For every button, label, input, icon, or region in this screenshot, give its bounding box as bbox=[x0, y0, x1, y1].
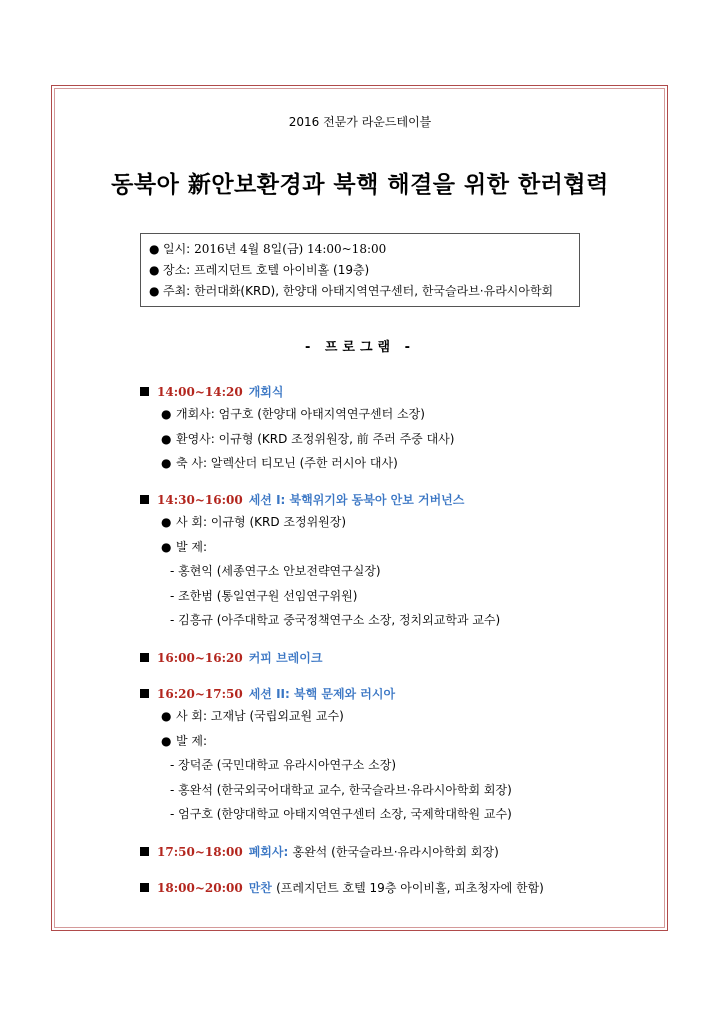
session-time: 14:30~16:00 bbox=[157, 493, 243, 507]
session-name: 세션 I: 북핵위기와 동북아 안보 거버넌스 bbox=[248, 493, 465, 507]
info-label: 일시: bbox=[163, 242, 191, 256]
square-bullet-icon bbox=[140, 883, 149, 892]
square-bullet-icon bbox=[140, 689, 149, 698]
session-header bbox=[140, 684, 512, 704]
presenter-item: - 김흥규 (아주대학교 중국정책연구소 소장, 정치외교학과 교수) bbox=[170, 613, 501, 627]
info-date bbox=[149, 239, 579, 260]
session-closing bbox=[140, 842, 499, 862]
session-name: 세션 II: 북핵 문제와 러시아 bbox=[248, 687, 396, 701]
program-heading: - 프로그램 - bbox=[304, 340, 416, 355]
item-text: 사 회: 고재남 (국립외교원 교수) bbox=[176, 709, 344, 723]
presenter-item: - 홍완석 (한국외국어대학교 교수, 한국슬라브·유라시아학회 회장) bbox=[170, 782, 512, 797]
list-item bbox=[140, 402, 454, 427]
presenter-item: - 엄구호 (한양대학교 아태지역연구센터 소장, 국제학대학원 교수) bbox=[170, 807, 512, 821]
bullet-icon: ● bbox=[161, 431, 172, 446]
bullet-icon: ● bbox=[161, 733, 172, 748]
session-header bbox=[140, 878, 544, 898]
info-venue bbox=[149, 260, 579, 281]
square-bullet-icon bbox=[140, 495, 149, 504]
square-bullet-icon bbox=[140, 847, 149, 856]
square-bullet-icon bbox=[140, 387, 149, 396]
item-text: 발 제: bbox=[176, 733, 208, 748]
list-item bbox=[140, 535, 500, 560]
session-name: 커피 브레이크 bbox=[248, 651, 323, 665]
bullet-icon: ● bbox=[161, 456, 172, 470]
list-item bbox=[140, 729, 512, 754]
item-text: 개회사: 엄구호 (한양대 아태지역연구센터 소장) bbox=[176, 407, 425, 421]
info-value: 2016년 4월 8일(금) 14:00~18:00 bbox=[194, 242, 387, 256]
presenter-item: - 조한범 (통일연구원 선임연구위원) bbox=[170, 588, 358, 603]
bullet-icon: ● bbox=[161, 515, 172, 529]
bullet-icon: ● bbox=[161, 407, 172, 421]
session-name: 만찬 bbox=[248, 881, 272, 895]
info-value: 프레지던트 호텔 아이비홀 (19층) bbox=[194, 263, 370, 277]
info-label: 주최: bbox=[163, 284, 191, 298]
bullet-icon: ● bbox=[161, 539, 172, 554]
session-2 bbox=[140, 684, 512, 827]
session-name: 개회식 bbox=[248, 385, 284, 399]
session-header bbox=[140, 490, 500, 510]
session-1 bbox=[140, 490, 500, 633]
item-text: 사 회: 이규형 (KRD 조정위원장) bbox=[176, 515, 347, 529]
session-name: 폐회사: bbox=[248, 845, 289, 859]
session-time: 18:00~20:00 bbox=[157, 881, 243, 895]
bullet-icon: ● bbox=[149, 284, 160, 298]
session-header bbox=[140, 382, 454, 402]
session-header bbox=[140, 842, 499, 862]
bullet-icon: ● bbox=[161, 709, 172, 723]
event-title: 동북아 新안보환경과 북핵 해결을 위한 한러협력 bbox=[111, 172, 609, 198]
info-label: 장소: bbox=[163, 263, 191, 277]
bullet-icon: ● bbox=[149, 242, 160, 256]
session-time: 16:00~16:20 bbox=[157, 651, 243, 665]
presenter-item: - 홍현익 (세종연구소 안보전략연구실장) bbox=[170, 564, 381, 578]
presenter-item: - 장덕준 (국민대학교 유라시아연구소 소장) bbox=[170, 758, 397, 772]
list-item bbox=[140, 704, 512, 729]
list-item bbox=[140, 451, 454, 476]
session-dinner bbox=[140, 878, 544, 898]
item-text: 축 사: 알렉산더 티모닌 (주한 러시아 대사) bbox=[176, 456, 398, 470]
session-description: 홍완석 (한국슬라브·유라시아학회 회장) bbox=[292, 845, 499, 859]
session-time: 14:00~14:20 bbox=[157, 385, 243, 399]
list-item bbox=[140, 427, 454, 452]
list-item bbox=[140, 510, 500, 535]
info-value: 한러대화(KRD), 한양대 아태지역연구센터, 한국슬라브·유라시아학회 bbox=[194, 284, 554, 298]
square-bullet-icon bbox=[140, 653, 149, 662]
bullet-icon: ● bbox=[149, 263, 160, 277]
session-description: (프레지던트 호텔 19층 아이비홀, 피초청자에 한함) bbox=[276, 881, 544, 895]
info-host bbox=[149, 281, 579, 302]
item-text: 환영사: 이규형 (KRD 조정위원장, 前 주러 주중 대사) bbox=[176, 431, 455, 446]
session-time: 17:50~18:00 bbox=[157, 845, 243, 859]
session-opening bbox=[140, 382, 454, 476]
event-info-box bbox=[140, 233, 580, 307]
session-time: 16:20~17:50 bbox=[157, 687, 243, 701]
item-text: 발 제: bbox=[176, 539, 208, 554]
session-header bbox=[140, 648, 322, 668]
session-coffee-break bbox=[140, 648, 322, 668]
event-subtitle: 2016 전문가 라운드테이블 bbox=[288, 115, 432, 129]
